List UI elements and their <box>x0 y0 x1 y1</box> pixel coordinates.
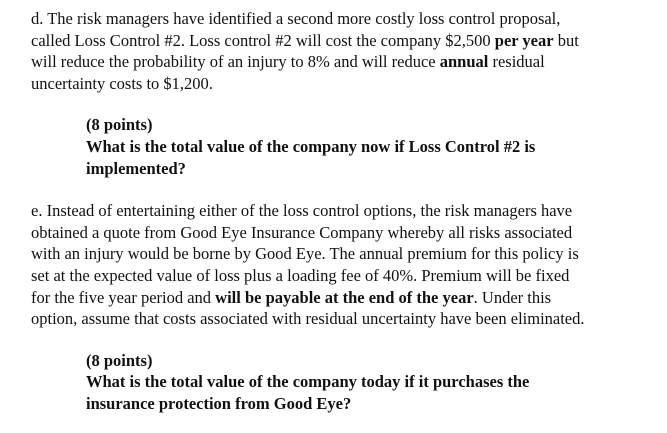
paragraph-d-line-3-end: residual <box>488 52 545 72</box>
paragraph-e-line-6: option, assume that costs associated with residual uncertainty have been eliminated. <box>31 309 585 329</box>
question-e <box>86 350 659 415</box>
paragraph-d-line-3-text: will reduce the probability of an injury to 8% and will reduce <box>31 52 440 72</box>
annual-emphasis: annual <box>439 52 489 72</box>
paragraph-e-line-1: e. Instead of entertaining either of the loss control options, the risk managers have <box>31 201 573 221</box>
paragraph-d-line-1: d. The risk managers have identified a second more costly loss control proposal, <box>31 9 561 28</box>
question-e-points: (8 points) <box>86 350 153 370</box>
document-body <box>31 8 659 415</box>
paragraph-d-line-2-end: but <box>553 30 579 50</box>
question-d-line-1: What is the total value of the company now if Loss Control #2 is <box>86 136 536 156</box>
paragraph-d-line-3 <box>31 51 659 73</box>
per-year-emphasis: per year <box>494 30 554 50</box>
paragraph-e-line-4: set at the expected value of loss plus a loading fee of 40%. Premium will be fixed <box>31 265 570 285</box>
paragraph-e-line-5 <box>31 287 659 309</box>
paragraph-e <box>31 200 659 330</box>
paragraph-d <box>31 8 659 94</box>
paragraph-e-line-2: obtained a quote from Good Eye Insurance Company whereby all risks associated <box>31 222 573 242</box>
paragraph-e-line-3: with an injury would be borne by Good Eye. The annual premium for this policy is <box>31 244 579 264</box>
question-d-line-2: implemented? <box>86 158 186 178</box>
question-d <box>86 114 659 179</box>
paragraph-d-line-4: uncertainty costs to $1,200. <box>31 73 213 93</box>
paragraph-e-line-5-end: . Under this <box>473 287 552 307</box>
question-e-line-2: insurance protection from Good Eye? <box>86 393 352 413</box>
paragraph-d-line-2 <box>31 30 659 52</box>
paragraph-e-line-5-text: for the five year period and <box>31 287 216 307</box>
question-e-line-1: What is the total value of the company today if it purchases the <box>86 372 530 392</box>
paragraph-d-line-2-text: called Loss Control #2. Loss control #2 will cost the company $2,500 <box>31 30 495 50</box>
payable-end-of-year-emphasis: will be payable at the end of the year <box>215 287 474 307</box>
question-d-points: (8 points) <box>86 115 153 135</box>
